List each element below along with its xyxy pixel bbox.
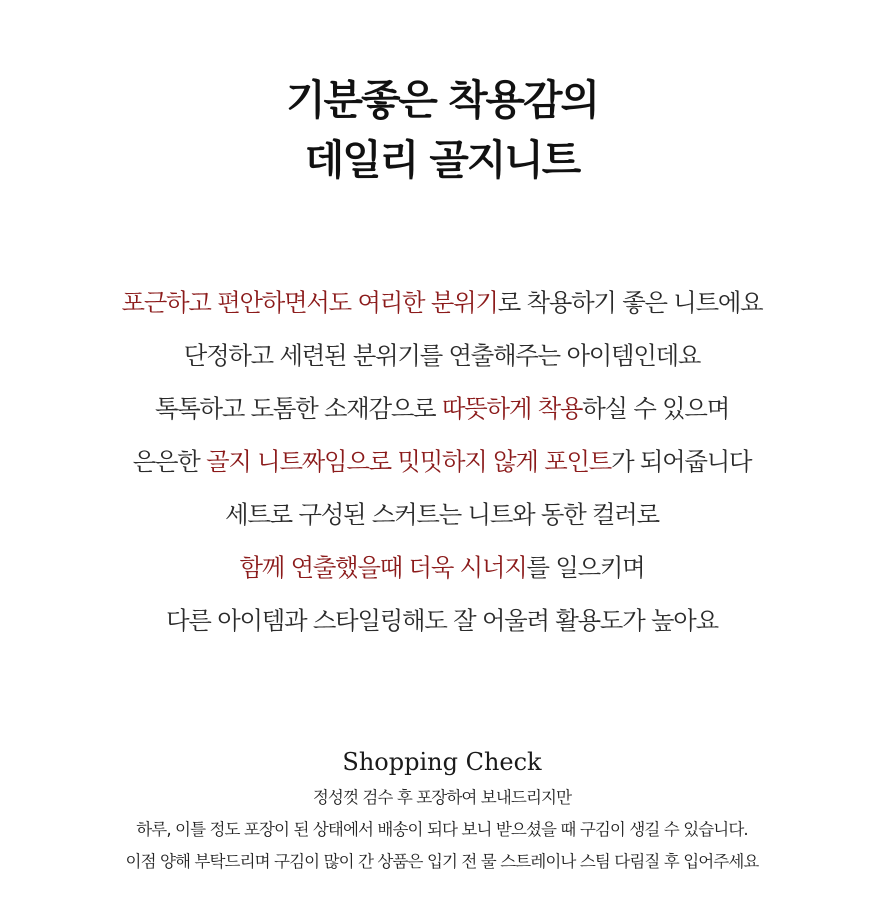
description-text: 하실 수 있으며	[582, 394, 730, 423]
description-text: 세트로 구성된 스커트는 니트와 동한 컬러로	[225, 500, 659, 529]
description-text: 로 착용하기 좋은 니트에요	[497, 288, 763, 317]
description-highlight: 함께 연출했을때 더욱 시너지	[239, 553, 527, 582]
shopping-check-notice: 정성껏 검수 후 포장하여 보내드리지만	[312, 788, 572, 807]
description-text: 가 되어줍니다	[611, 447, 752, 476]
shopping-check-section	[0, 742, 884, 878]
description-text: 은은한	[132, 447, 207, 476]
description-highlight: 골지 니트짜임으로 밋밋하지 않게 포인트	[206, 447, 612, 476]
description-text: 다른 아이템과 스타일링해도 잘 어울려 활용도가 높아요	[166, 606, 718, 635]
shopping-check-notice: 이점 양해 부탁드리며 구김이 많이 간 상품은 입기 전 물 스트레이나 스팀 다림질 후 입어주세요	[125, 852, 759, 871]
description-text: 단정하고 세련된 분위기를 연출해주는 아이템인데요	[183, 341, 701, 370]
description-line	[0, 594, 884, 647]
description-highlight: 포근하고 편안하면서도 여리한 분위기	[121, 288, 498, 317]
description-line	[0, 382, 884, 435]
product-description	[0, 276, 884, 647]
description-line	[0, 488, 884, 541]
description-text: 를 일으키며	[526, 553, 645, 582]
headline-line-2: 데일리 골지니트	[304, 136, 580, 184]
description-line	[0, 329, 884, 382]
description-text: 톡톡하고 도톰한 소재감으로	[154, 394, 442, 423]
headline-line-1: 기분좋은 착용감의	[286, 76, 598, 124]
description-highlight: 따뜻하게 착용	[441, 394, 583, 423]
headline	[0, 70, 884, 190]
shopping-check-notice: 하루, 이틀 정도 포장이 된 상태에서 배송이 되다 보니 받으셨을 때 구김이 생길 수 있습니다.	[136, 820, 748, 839]
description-line	[0, 276, 884, 329]
shopping-check-title: Shopping Check	[342, 748, 542, 776]
description-line	[0, 541, 884, 594]
description-line	[0, 435, 884, 488]
